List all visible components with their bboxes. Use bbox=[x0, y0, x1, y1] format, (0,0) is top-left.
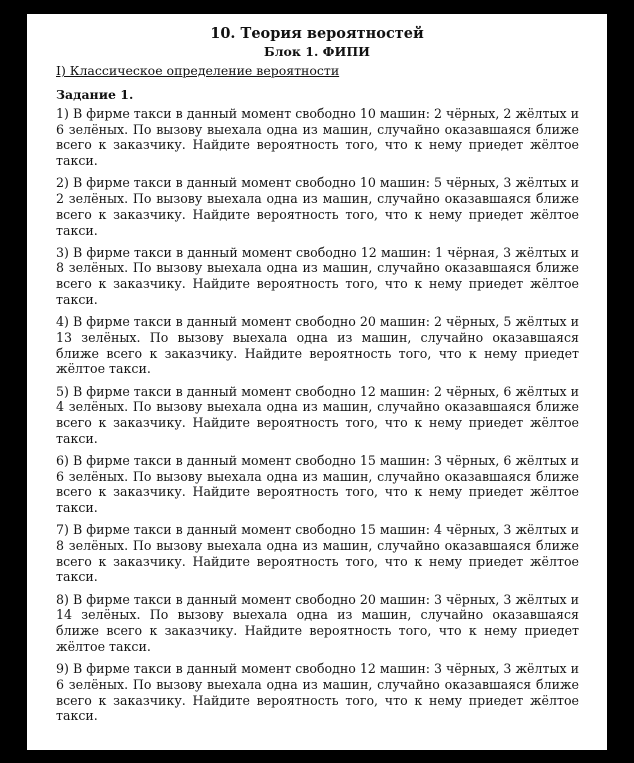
task-heading: Задание 1. bbox=[56, 87, 134, 102]
problem-text: В фирме такси в данный момент свободно 15 машин: 3 чёрных, 6 жёлтых и 6 зелёных. По вызову выехала одна из машин, случайно оказавшаяся ближе всего к заказчику. Найдите вероятность того, что к нему приедет жёлтое такси. bbox=[56, 452, 579, 516]
problem-item bbox=[56, 175, 579, 238]
problem-number: 1) bbox=[56, 106, 69, 121]
problem-list bbox=[56, 106, 579, 731]
page-title: 10. Теория вероятностей bbox=[210, 25, 424, 42]
problem-number: 6) bbox=[56, 452, 69, 468]
problem-text: В фирме такси в данный момент свободно 20 машин: 3 чёрных, 3 жёлтых и 14 зелёных. По вызову выехала одна из машин, случайно оказавшаяся ближе всего к заказчику. Найдите вероятность того, что к нему приедет жёлтое такси. bbox=[56, 591, 579, 654]
problem-number: 2) bbox=[56, 175, 69, 191]
problem-number: 3) bbox=[56, 244, 69, 260]
problem-item bbox=[56, 384, 579, 447]
document-page bbox=[27, 14, 607, 750]
problem-text: В фирме такси в данный момент свободно 12 машин: 2 чёрных, 6 жёлтых и 4 зелёных. По вызову выехала одна из машин, случайно оказавшаяся ближе всего к заказчику. Найдите вероятность того, что к нему приедет жёлтое такси. bbox=[56, 383, 579, 446]
problem-text: В фирме такси в данный момент свободно 10 машин: 2 чёрных, 2 жёлтых и 6 зелёных. По вызову выехала одна из машин, случайно оказавшаяся ближе всего к заказчику. Найдите вероятность того, что к нему приедет жёлтое такси. bbox=[56, 106, 579, 169]
problem-text: В фирме такси в данный момент свободно 20 машин: 2 чёрных, 5 жёлтых и 13 зелёных. По вызову выехала одна из машин, случайно оказавшаяся ближе всего к заказчику. Найдите вероятность того, что к нему приедет жёлтое такси. bbox=[56, 314, 579, 377]
section-title: I) Классическое определение вероятности bbox=[56, 63, 340, 78]
problem-number: 7) bbox=[56, 522, 69, 538]
problem-item bbox=[56, 661, 579, 724]
problem-number: 9) bbox=[56, 661, 69, 677]
block-title: Блок 1. ФИПИ bbox=[264, 44, 370, 59]
problem-text: В фирме такси в данный момент свободно 15 машин: 4 чёрных, 3 жёлтых и 8 зелёных. По вызову выехала одна из машин, случайно оказавшаяся ближе всего к заказчику. Найдите вероятность того, что к нему приедет жёлтое такси. bbox=[56, 522, 579, 585]
problem-number: 4) bbox=[56, 314, 69, 330]
problem-item bbox=[56, 592, 579, 655]
problem-text: В фирме такси в данный момент свободно 12 машин: 3 чёрных, 3 жёлтых и 6 зелёных. По вызову выехала одна из машин, случайно оказавшаяся ближе всего к заказчику. Найдите вероятность того, что к нему приедет жёлтое такси. bbox=[56, 661, 579, 724]
problem-number: 8) bbox=[56, 591, 69, 607]
problem-number: 5) bbox=[56, 383, 69, 399]
problem-item bbox=[56, 453, 579, 516]
problem-item bbox=[56, 106, 579, 169]
problem-item bbox=[56, 245, 579, 308]
problem-text: В фирме такси в данный момент свободно 10 машин: 5 чёрных, 3 жёлтых и 2 зелёных. По вызову выехала одна из машин, случайно оказавшаяся ближе всего к заказчику. Найдите вероятность того, что к нему приедет жёлтое такси. bbox=[56, 175, 579, 238]
problem-item bbox=[56, 314, 579, 377]
problem-text: В фирме такси в данный момент свободно 12 машин: 1 чёрная, 3 жёлтых и 8 зелёных. По вызову выехала одна из машин, случайно оказавшаяся ближе всего к заказчику. Найдите вероятность того, что к нему приедет жёлтое такси. bbox=[56, 244, 579, 307]
problem-item bbox=[56, 522, 579, 585]
